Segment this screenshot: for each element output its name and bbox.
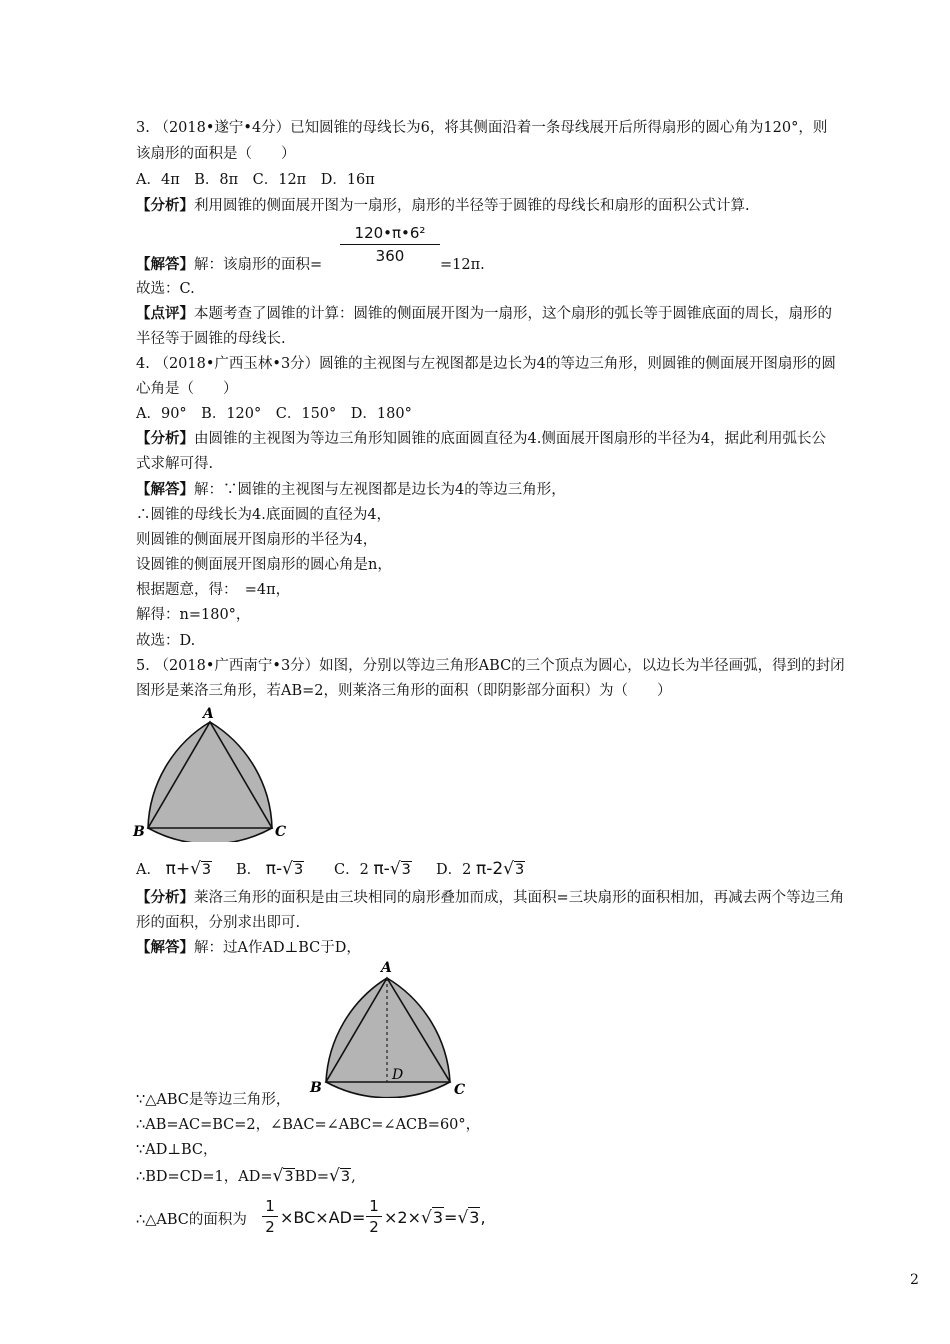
q5-stem-line1: 5. （2018•广西南宁•3分）如图，分别以等边三角形ABC的三个顶点为圆心，以边长为半径画弧，得到的封闭 [136,658,845,674]
option-c-math: π- [373,859,390,879]
answer-text: 解：过A作AD⊥BC于D， [194,940,361,956]
q4-options: A．90° B．120° C．150° D．180° [136,406,412,422]
option-d-math: π-2 [475,859,504,879]
q5-line1: ∵△ABC是等边三角形， [136,1092,291,1108]
label-b: B [310,1080,322,1096]
q4-answer-line2: ∴圆锥的母线长为4.底面圆的直径为4， [136,507,392,523]
label-a: A [203,706,214,722]
label-a: A [381,960,392,976]
sqrt-3: √3 [389,859,411,879]
sqrt-3: √3 [329,1166,351,1186]
answer-text: 解：∵圆锥的主视图与左视图都是边长为4的等边三角形， [194,482,566,498]
option-d-label: D．2 [436,862,472,878]
sqrt-3: √3 [457,1208,480,1228]
comment-tag: 【点评】 [136,305,194,322]
analysis-text: 利用圆锥的侧面展开图为一扇形，扇形的半径等于圆锥的母线长和扇形的面积公式计算. [194,198,750,214]
q5-option-d [436,858,525,881]
label-b: B [133,824,145,840]
analysis-text: 莱洛三角形的面积是由三块相同的扇形叠加而成，其面积=三块扇形的面积相加，再减去两个等边三角 [194,890,845,906]
q4-stem-line2: 心角是（ ） [136,381,238,397]
q4-stem-line1: 4. （2018•广西玉林•3分）圆锥的主视图与左视图都是边长为4的等边三角形，则圆锥的侧面展开图扇形的圆 [136,356,836,372]
q4-answer-line3: 则圆锥的侧面展开图扇形的半径为4， [136,532,378,548]
q3-comment-line1 [136,304,832,324]
q5-line5-mid1: ×BC×AD= [280,1208,366,1227]
label-c: C [275,824,287,840]
q4-analysis-line2: 式求解可得. [136,456,214,472]
label-d: D [392,1067,404,1083]
q4-answer-line6: 解得：n=180°， [136,607,251,623]
q5-line5-mid2: ×2×√3=√3, [384,1208,486,1228]
q3-comment-line2: 半径等于圆锥的母线长. [136,331,286,347]
q5-option-b [236,858,304,881]
label-c: C [454,1082,466,1098]
analysis-tag: 【分析】 [136,430,194,447]
q3-choose: 故选：C. [136,281,195,297]
analysis-text: 由圆锥的主视图为等边三角形知圆锥的底面圆直径为4.侧面展开图扇形的半径为4，据此利用弧长公 [194,431,827,447]
reuleaux-altitude-figure [306,956,476,1098]
q4-answer-line5: 根据题意，得： =4π， [136,582,291,598]
q3-answer [136,255,322,275]
analysis-tag: 【分析】 [136,889,194,906]
sqrt-3: √3 [503,859,525,879]
half-fraction-2: $\frac{1}{2}$ [366,1196,382,1237]
half-fraction-1: $\frac{1}{2}$ [262,1196,278,1237]
sqrt-3: √3 [272,1166,294,1186]
q3-stem-line1: 3. （2018•遂宁•4分）已知圆锥的母线长为6，将其侧面沿着一条母线展开后所得扇形的圆心角为120°，则 [136,120,828,136]
option-b-label: B． [236,862,262,878]
reuleaux-shape [326,978,450,1098]
q3-area-fraction [340,222,440,267]
answer-tag: 【解答】 [136,939,194,956]
analysis-tag: 【分析】 [136,197,194,214]
q4-analysis-line1 [136,429,826,449]
option-a-label: A． [136,862,161,878]
q5-stem-line2: 图形是莱洛三角形，若AB=2，则莱洛三角形的面积（即阴影部分面积）为（ ） [136,683,672,699]
comment-text: 本题考查了圆锥的计算：圆锥的侧面展开图为一扇形，这个扇形的弧长等于圆锥底面的周长，扇形的 [194,306,832,322]
fraction-denominator: 360 [375,247,405,265]
q4-answer-line1 [136,480,566,500]
answer-tag: 【解答】 [136,481,194,498]
q5-line5-prefix: ∴△ABC的面积为 [136,1212,247,1228]
q3-analysis [136,196,750,216]
sqrt-3: √3 [190,859,212,879]
sqrt-3: √3 [282,859,304,879]
answer-prefix: 解：该扇形的面积= [194,257,323,273]
q5-line2: ∴AB=AC=BC=2，∠BAC=∠ABC=∠ACB=60°， [136,1117,481,1133]
q5-line3: ∵AD⊥BC， [136,1142,218,1158]
q3-answer-suffix: =12π. [440,257,485,273]
q3-stem-line2: 该扇形的面积是（ ） [136,146,296,162]
q5-option-a [136,858,212,881]
q5-analysis-line2: 形的面积，分别求出即可. [136,915,301,931]
q4-choose: 故选：D. [136,633,196,649]
fraction-numerator: 120•π•6² [340,222,440,245]
q5-answer-line1 [136,938,361,958]
sqrt-3: √3 [421,1208,444,1228]
q4-answer-line4: 设圆锥的侧面展开图扇形的圆心角是n， [136,557,392,573]
reuleaux-shape [148,722,272,842]
option-c-label: C．2 [334,862,369,878]
reuleaux-triangle-figure [130,702,290,842]
answer-tag: 【解答】 [136,256,194,273]
page-number: 2 [910,1272,919,1288]
q3-options: A．4π B．8π C．12π D．16π [136,172,375,188]
q5-option-c [334,858,412,881]
option-b-math: π- [265,859,283,879]
q5-line4: ∴BD=CD=1，AD=√3BD=√3, [136,1166,356,1186]
option-a-math: π+ [165,859,191,879]
q5-analysis-line1 [136,888,844,908]
